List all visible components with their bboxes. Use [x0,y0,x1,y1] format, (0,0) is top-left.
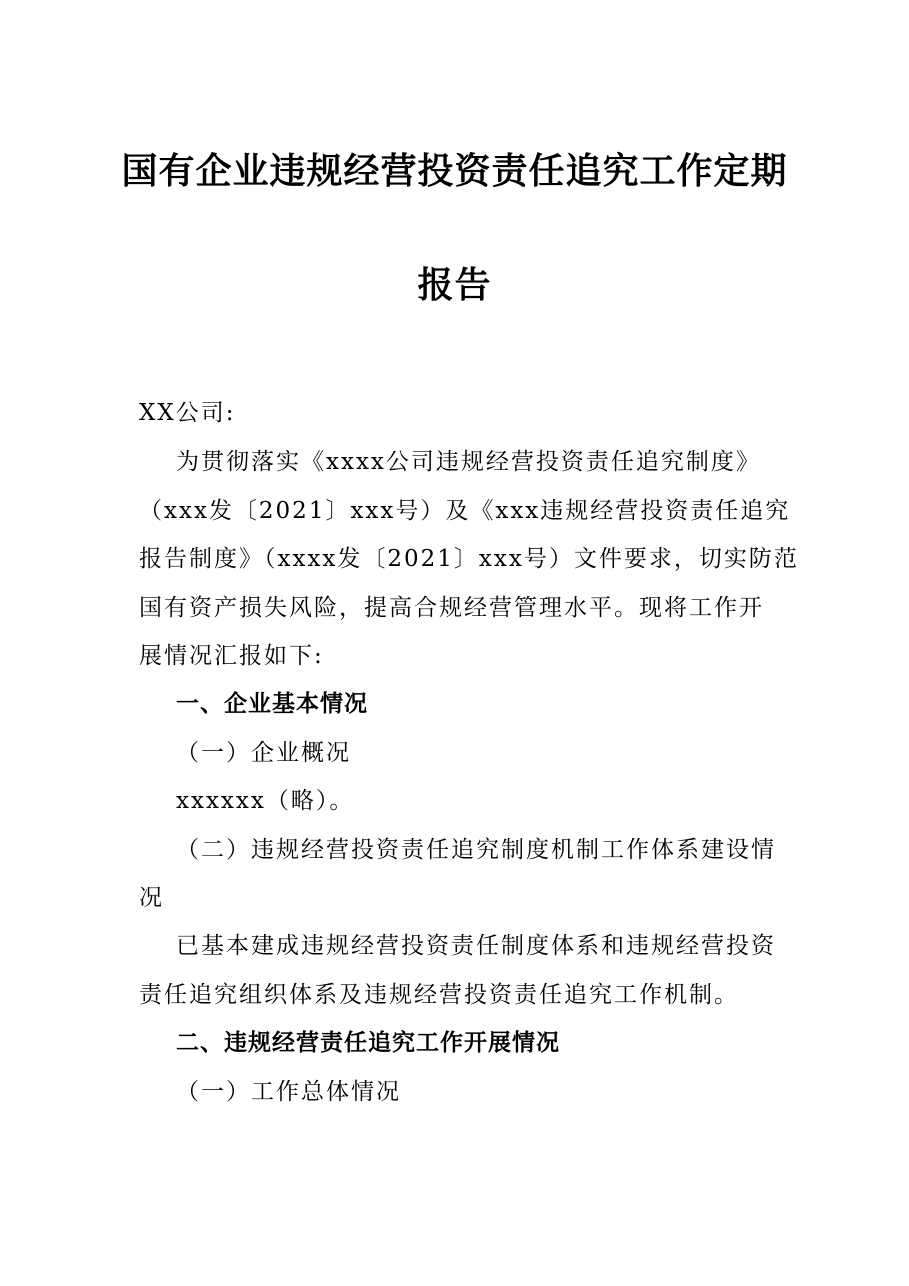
intro-line-1: 为贯彻落实《xxxx公司违规经营投资责任追究制度》 [176,449,761,475]
section-1-sub-2-body-line-2: 责任追究组织体系及违规经营投资责任追究工作机制。 [139,982,739,1008]
section-1-sub-1-body: xxxxxx（略）。 [176,788,355,814]
section-1-sub-2-heading-line-2: 况 [139,885,164,911]
intro-line-2: （xxx发〔2021〕xxx号）及《xxx违规经营投资责任追究 [139,498,791,524]
section-2-sub-1-heading: （一）工作总体情况 [176,1079,401,1105]
section-1-sub-2-body-line-1: 已基本建成违规经营投资责任制度体系和违规经营投资 [176,933,776,959]
intro-line-3: 报告制度》（xxxx发〔2021〕xxx号）文件要求，切实防范 [139,546,799,572]
section-2-heading: 二、违规经营责任追究工作开展情况 [176,1029,560,1056]
section-1-heading: 一、企业基本情况 [176,690,368,717]
section-1-sub-2-heading-line-1: （二）违规经营投资责任追究制度机制工作体系建设情 [176,837,776,863]
intro-line-5: 展情况汇报如下: [139,643,324,669]
document-title-line-1: 国有企业违规经营投资责任追究工作定期 [121,150,788,192]
document-title-line-2: 报告 [417,264,492,306]
section-1-sub-1-heading: （一）企业概况 [176,740,351,766]
intro-line-4: 国有资产损失风险，提高合规经营管理水平。现将工作开 [139,595,764,621]
salutation: XX公司: [139,400,236,426]
